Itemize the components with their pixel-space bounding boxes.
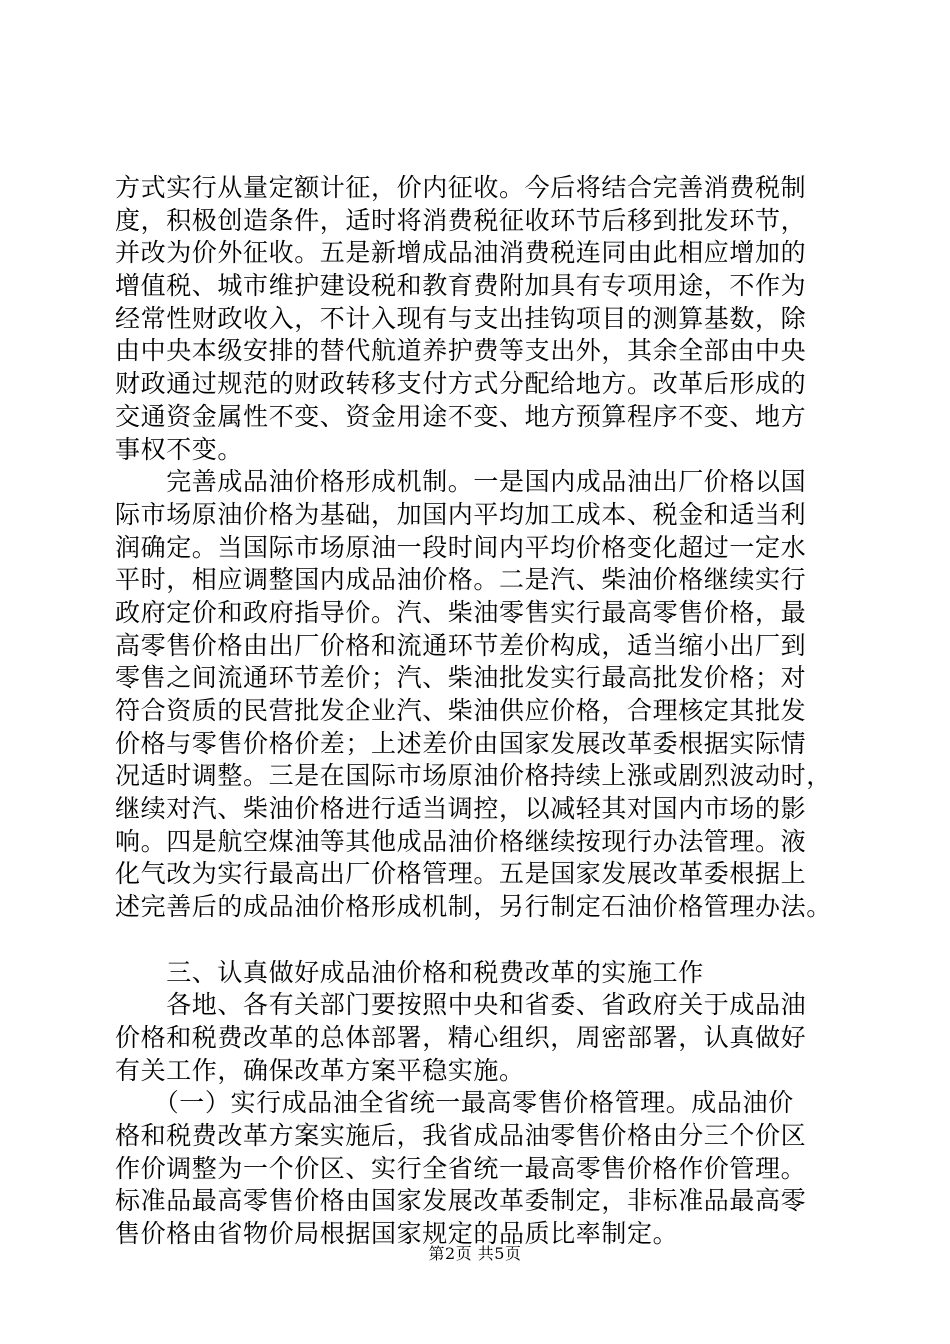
text-line: 事权不变。 <box>115 434 244 464</box>
blank-line <box>115 924 855 957</box>
text-line: 并改为价外征收。五是新增成品油消费税连同由此相应增加的 <box>115 238 807 268</box>
text-line: 增值税、城市维护建设税和教育费附加具有专项用途，不作为 <box>115 271 807 301</box>
text-line: 高零售价格由出厂价格和流通环节差价构成，适当缩小出厂到 <box>115 630 807 660</box>
text-line: 平时，相应调整国内成品油价格。二是汽、柴油价格继续实行 <box>115 565 807 595</box>
text-line: （一）实行成品油全省统一最高零售价格管理。成品油价 <box>115 1088 794 1118</box>
text-line: 由中央本级安排的替代航道养护费等支出外，其余全部由中央 <box>115 336 807 366</box>
text-line: 润确定。当国际市场原油一段时间内平均价格变化超过一定水 <box>115 532 807 562</box>
text-line: 化气改为实行最高出厂价格管理。五是国家发展改革委根据上 <box>115 859 807 889</box>
text-line: 述完善后的成品油价格形成机制，另行制定石油价格管理办法。 <box>115 892 832 922</box>
text-line: 响。四是航空煤油等其他成品油价格继续按现行办法管理。液 <box>115 826 807 856</box>
text-line: 完善成品油价格形成机制。一是国内成品油出厂价格以国 <box>115 467 807 497</box>
text-line: 经常性财政收入，不计入现有与支出挂钩项目的测算基数，除 <box>115 303 807 333</box>
body-text <box>115 172 855 1251</box>
page-number-footer: 第2页 共5页 <box>428 1244 522 1263</box>
text-line: 价格与零售价格价差；上述差价由国家发展改革委根据实际情 <box>115 728 807 758</box>
text-line: 各地、各有关部门要按照中央和省委、省政府关于成品油 <box>115 990 807 1020</box>
text-line: 符合资质的民营批发企业汽、柴油供应价格，合理核定其批发 <box>115 696 807 725</box>
text-line: 财政通过规范的财政转移支付方式分配给地方。改革后形成的 <box>115 369 807 399</box>
text-line: 零售之间流通环节差价；汽、柴油批发实行最高批发价格；对 <box>115 663 807 693</box>
text-line: 度，积极创造条件，适时将消费税征收环节后移到批发环节， <box>115 205 807 235</box>
text-line: 交通资金属性不变、资金用途不变、地方预算程序不变、地方 <box>115 401 807 431</box>
section-heading: 三、认真做好成品油价格和税费改革的实施工作 <box>115 957 704 987</box>
text-line: 有关工作，确保改革方案平稳实施。 <box>115 1055 525 1085</box>
text-line: 标准品最高零售价格由国家发展改革委制定，非标准品最高零 <box>115 1186 807 1216</box>
text-line: 政府定价和政府指导价。汽、柴油零售实行最高零售价格，最 <box>115 597 807 627</box>
text-line: 况适时调整。三是在国际市场原油价格持续上涨或剧烈波动时， <box>115 761 832 791</box>
text-line: 售价格由省物价局根据国家规定的品质比率制定。 <box>115 1219 679 1248</box>
text-line: 作价调整为一个价区、实行全省统一最高零售价格作价管理。 <box>115 1153 807 1183</box>
text-line: 方式实行从量定额计征，价内征收。今后将结合完善消费税制 <box>115 173 807 202</box>
text-line: 继续对汽、柴油价格进行适当调控，以减轻其对国内市场的影 <box>115 794 807 824</box>
text-line: 格和税费改革方案实施后，我省成品油零售价格由分三个价区 <box>115 1120 807 1150</box>
text-line: 际市场原油价格为基础，加国内平均加工成本、税金和适当利 <box>115 499 807 529</box>
text-line: 价格和税费改革的总体部署，精心组织，周密部署，认真做好 <box>115 1022 807 1052</box>
